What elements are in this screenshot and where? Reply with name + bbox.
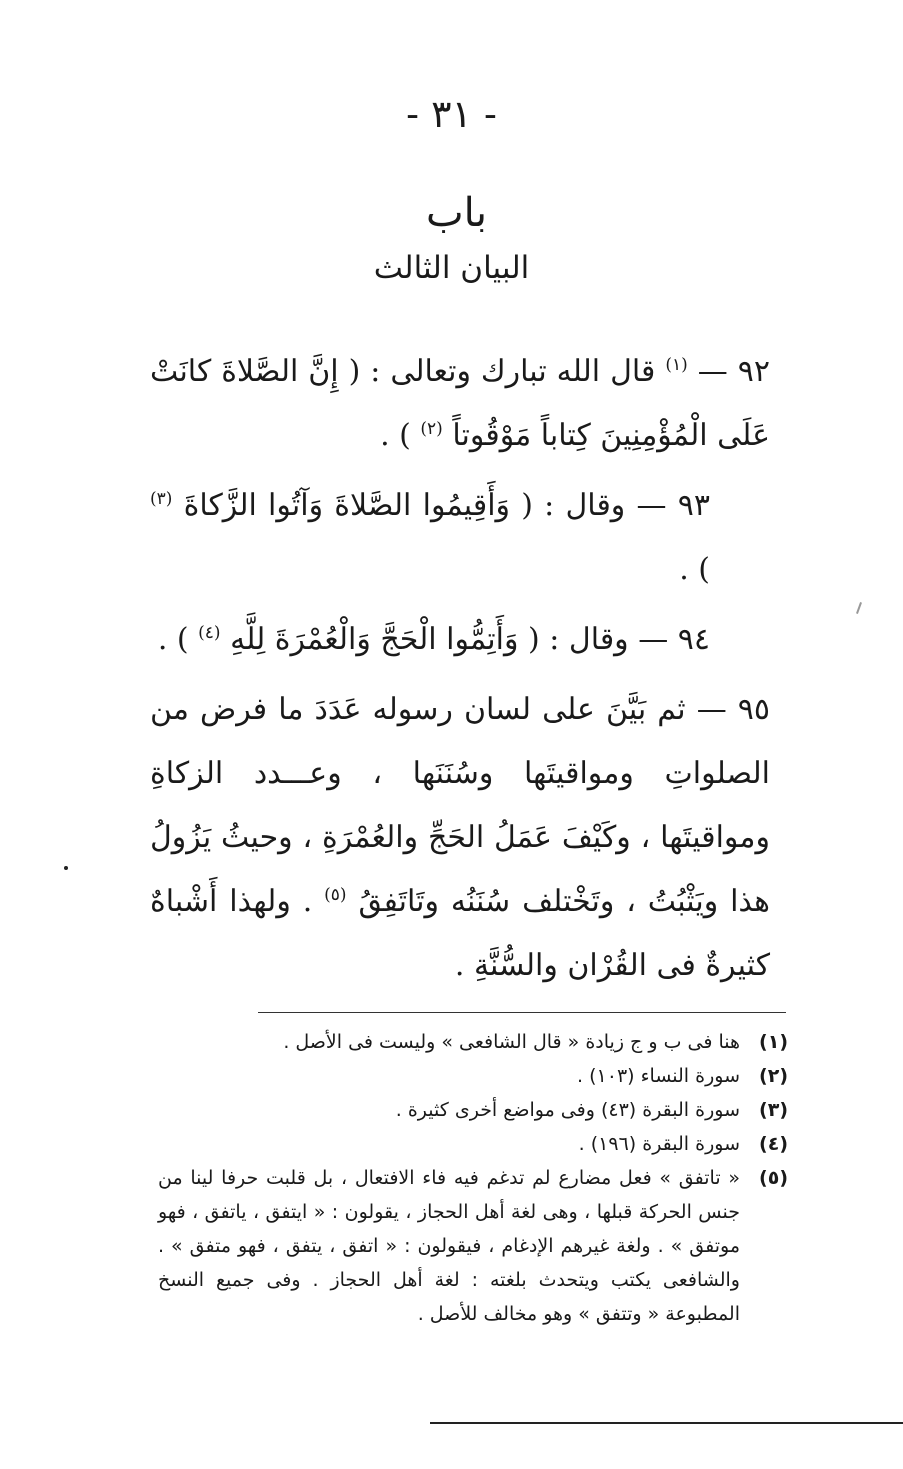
footnote-ref: (٥) — [324, 885, 347, 905]
paragraph-number: ٩٣ — — [636, 488, 710, 523]
section-heading: البيان الثالث — [373, 250, 530, 286]
paragraph-94 — [150, 608, 770, 672]
scan-mark — [856, 602, 862, 614]
paragraph-number: ٩٢ — — [697, 354, 771, 389]
paragraph-number: ٩٥ — — [696, 692, 771, 727]
footnote-number: (٤) — [759, 1133, 788, 1155]
footnote-number: (٢) — [759, 1065, 788, 1087]
page-number: - ٣١ - — [406, 92, 497, 136]
paragraph-93 — [150, 474, 770, 602]
footnotes — [158, 1025, 788, 1331]
footnote-ref: (٢) — [420, 419, 443, 439]
paragraph-end: ) . — [380, 418, 411, 453]
bottom-page-rule — [430, 1422, 903, 1424]
footnote-3 — [158, 1093, 788, 1127]
footnote-5 — [158, 1161, 788, 1331]
paragraph-end: ) . — [679, 552, 710, 587]
paragraph-text: قال الله تبارك وتعالى : ( إِنَّ الصَّلاةَ كانَتْ عَلَى الْمُؤْمِنِينَ كِتاباً مَوْقُوتاً — [150, 354, 770, 453]
footnote-2 — [158, 1059, 788, 1093]
paragraph-text: ثم بَيَّنَ على لسان رسوله عَدَدَ ما فرض من الصلواتِ ومواقيتَها وسُنَنَها ، وعـــدد الزكاةِ ومواقيتَها ، وكَيْفَ عَمَلُ الحَجِّ والعُمْرَةِ ، وحيثُ يَزُولُ هذا ويَثْبُتُ ، وتَخْتلف سُنَنُه وتَاتَفِقُ — [150, 692, 770, 919]
paragraph-number: ٩٤ — — [638, 622, 710, 657]
paragraph-text: وقال : ( وَأَتِمُّوا الْحَجَّ وَالْعُمْرَةَ لِلَّهِ — [230, 622, 629, 657]
paragraph-92 — [150, 340, 770, 468]
footnote-text: « تاتفق » فعل مضارع لم تدغم فيه فاء الافتعال ، بل قلبت حرفا لينا من جنس الحركة قبلها ، وهى لغة أهل الحجاز ، يقولون : « ايتفق ، ياتفق ، فهو موتفق » . ولغة غيرهم الإدغام ، فيقولون : « اتفق ، يتفق ، فهو متفق » . والشافعى يكتب ويتحدث بلغته : لغة أهل الحجاز . وفى جميع النسخ المطبوعة « وتتفق » وهو مخالف للأصل . — [158, 1167, 740, 1325]
footnote-marker: (١) — [665, 355, 688, 375]
footnote-ref: (٤) — [198, 623, 221, 643]
footnote-ref: (٣) — [150, 489, 173, 509]
paragraph-end: . ولهذا أَشْباهٌ كثيرةٌ فى القُرْان والسُّنَّةِ . — [150, 884, 770, 983]
footnote-number: (٣) — [759, 1099, 788, 1121]
chapter-heading: باب — [426, 190, 487, 236]
footnote-4 — [158, 1127, 788, 1161]
footnote-text: سورة البقرة (٤٣) وفى مواضع أخرى كثيرة . — [395, 1099, 740, 1121]
footnote-text: هنا فى ب و ج زيادة « قال الشافعى » وليست فى الأصل . — [283, 1031, 740, 1053]
scan-speck — [64, 866, 68, 870]
main-text — [150, 340, 770, 1004]
paragraph-text: وقال : ( وَأَقِيمُوا الصَّلاةَ وَآتُوا الزَّكاةَ — [183, 488, 626, 523]
paragraph-end: ) . — [157, 622, 189, 657]
footnote-text: سورة النساء (١٠٣) . — [577, 1065, 740, 1087]
footnote-number: (٥) — [759, 1167, 788, 1189]
footnote-divider — [258, 1012, 786, 1013]
paragraph-95 — [150, 678, 770, 998]
footnote-number: (١) — [759, 1031, 788, 1053]
footnote-1 — [158, 1025, 788, 1059]
footnote-text: سورة البقرة (١٩٦) . — [578, 1133, 740, 1155]
